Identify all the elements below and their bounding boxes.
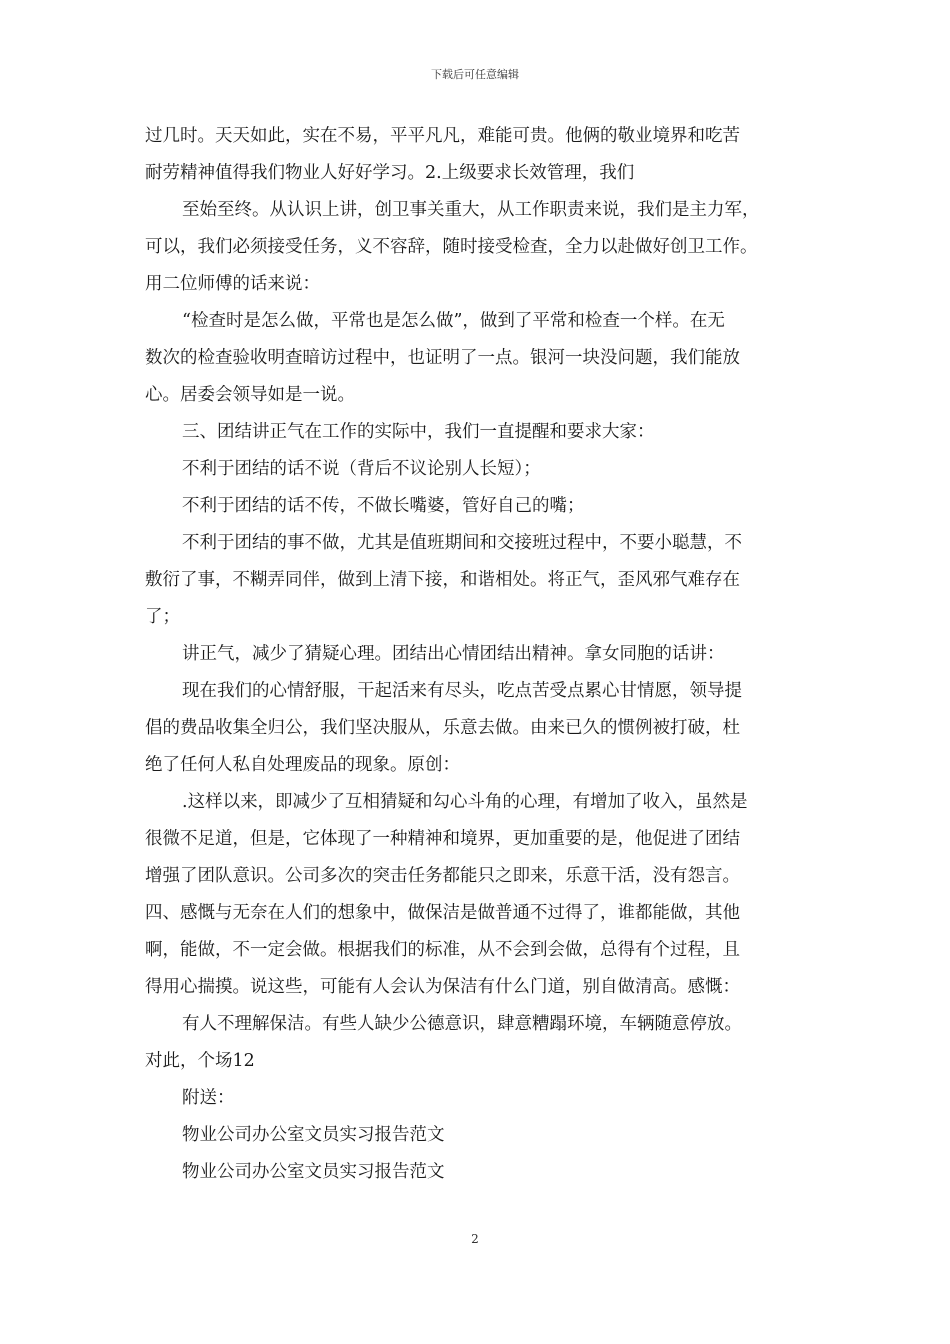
text-line: 过几时。天天如此，实在不易，平平凡凡，难能可贵。他俩的敬业境界和吃苦 <box>145 126 740 146</box>
text-line: 三、团结讲正气在工作的实际中，我们一直提醒和要求大家： <box>182 422 655 442</box>
page-number: 2 <box>471 1232 479 1246</box>
text-line: 倡的费品收集全归公，我们坚决服从，乐意去做。由来已久的惯例被打破，杜 <box>145 718 740 738</box>
text-line: 至始至终。从认识上讲，创卫事关重大，从工作职责来说，我们是主力军， <box>182 200 760 220</box>
text-line: 四、感慨与无奈在人们的想象中，做保洁是做普通不过得了，谁都能做，其他 <box>145 903 740 923</box>
text-line: 用二位师傅的话来说： <box>145 274 320 294</box>
text-line: 不利于团结的话不说（背后不议论别人长短）； <box>182 459 541 479</box>
text-line: 得用心揣摸。说这些，可能有人会认为保洁有什么门道，别自做清高。感慨： <box>145 977 740 997</box>
document-body <box>145 118 825 1191</box>
text-line: 增强了团队意识。公司多次的突击任务都能只之即来，乐意干活，没有怨言。 <box>145 866 740 886</box>
text-line: 啊，能做，不一定会做。根据我们的标准，从不会到会做，总得有个过程，且 <box>145 940 740 960</box>
text-line: 很微不足道，但是，它体现了一种精神和境界，更加重要的是，他促进了团结 <box>145 829 740 849</box>
text-line: 对此，个场12 <box>145 1051 255 1071</box>
page-header: 下载后可任意编辑 <box>431 68 519 81</box>
text-line: 耐劳精神值得我们物业人好好学习。2.上级要求长效管理，我们 <box>145 163 635 183</box>
text-line: 不利于团结的事不做，尤其是值班期间和交接班过程中，不要小聪慧，不 <box>182 533 742 553</box>
text-line: 数次的检查验收明查暗访过程中，也证明了一点。银河一块没问题，我们能放 <box>145 348 740 368</box>
text-line: 物业公司办公室文员实习报告范文 <box>182 1125 445 1145</box>
text-line: 物业公司办公室文员实习报告范文 <box>182 1162 445 1182</box>
text-line: 绝了任何人私自处理废品的现象。原创： <box>145 755 460 775</box>
text-line: 现在我们的心情舒服，干起活来有尽头，吃点苦受点累心甘情愿，领导提 <box>182 681 742 701</box>
text-line: .这样以来，即减少了互相猜疑和勾心斗角的心理，有增加了收入，虽然是 <box>182 792 748 812</box>
text-line: “检查时是怎么做，平常也是怎么做”，做到了平常和检查一个样。在无 <box>182 311 725 331</box>
text-line: 不利于团结的话不传，不做长嘴婆，管好自己的嘴； <box>182 496 585 516</box>
text-line: 可以，我们必须接受任务，义不容辞，随时接受检查，全力以赴做好创卫工作。 <box>145 237 758 257</box>
text-line: 有人不理解保洁。有些人缺少公德意识，肆意糟蹋环境，车辆随意停放。 <box>182 1014 742 1034</box>
text-line: 附送： <box>182 1088 235 1108</box>
text-line: 了； <box>145 607 180 627</box>
text-line: 心。居委会领导如是一说。 <box>145 385 355 405</box>
text-line: 讲正气，减少了猜疑心理。团结出心情团结出精神。拿女同胞的话讲： <box>182 644 725 664</box>
text-line: 敷衍了事，不糊弄同伴，做到上清下接，和谐相处。将正气，歪风邪气难存在 <box>145 570 740 590</box>
